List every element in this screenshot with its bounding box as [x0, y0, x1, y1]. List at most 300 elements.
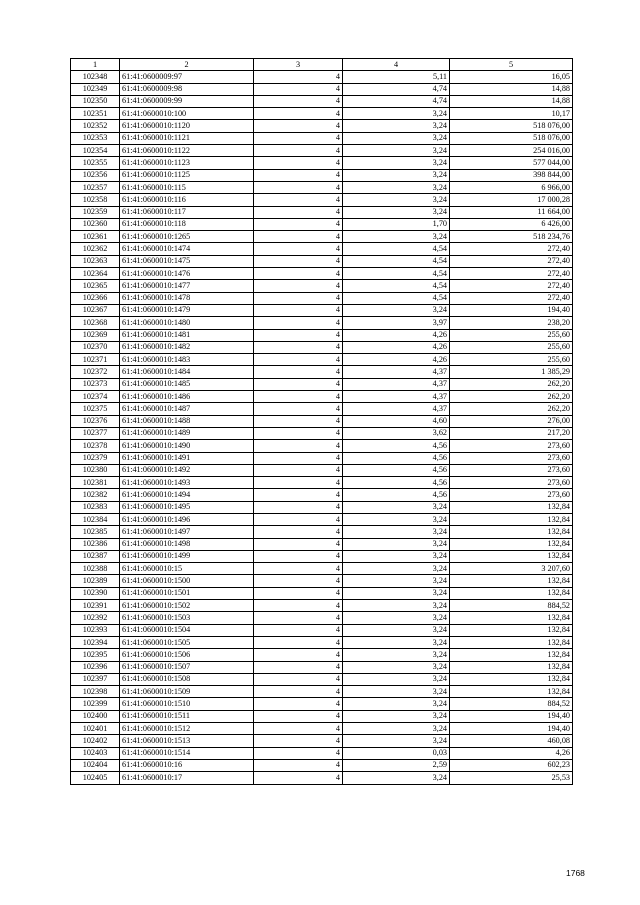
rate-cell: 4,60: [343, 415, 450, 427]
table-row: [71, 304, 573, 316]
table-row: [71, 391, 573, 403]
cadastral-number-cell: 61:41:0600010:1510: [120, 698, 254, 710]
rate-cell: 4,37: [343, 391, 450, 403]
group-cell: 4: [254, 403, 343, 415]
cadastral-number-cell: 61:41:0600009:98: [120, 83, 254, 95]
value-cell: 262,20: [450, 378, 573, 390]
table-row: [71, 280, 573, 292]
group-cell: 4: [254, 292, 343, 304]
group-cell: 4: [254, 231, 343, 243]
group-cell: 4: [254, 378, 343, 390]
row-number-cell: 102379: [71, 452, 120, 464]
table-row: [71, 538, 573, 550]
rate-cell: 3,24: [343, 169, 450, 181]
rate-cell: 3,24: [343, 501, 450, 513]
value-cell: 11 664,00: [450, 206, 573, 218]
cadastral-number-cell: 61:41:0600010:1499: [120, 550, 254, 562]
table-row: [71, 108, 573, 120]
table-row: [71, 587, 573, 599]
cadastral-number-cell: 61:41:0600010:1474: [120, 243, 254, 255]
value-cell: 14,88: [450, 83, 573, 95]
table-row: [71, 489, 573, 501]
value-cell: 132,84: [450, 686, 573, 698]
cadastral-number-cell: 61:41:0600010:15: [120, 563, 254, 575]
group-cell: 4: [254, 268, 343, 280]
rate-cell: 3,24: [343, 612, 450, 624]
cadastral-number-cell: 61:41:0600010:1475: [120, 255, 254, 267]
value-cell: 272,40: [450, 243, 573, 255]
cadastral-number-cell: 61:41:0600010:1504: [120, 624, 254, 636]
value-cell: 3 207,60: [450, 563, 573, 575]
table-row: [71, 206, 573, 218]
value-cell: 132,84: [450, 587, 573, 599]
value-cell: 132,84: [450, 526, 573, 538]
row-number-cell: 102365: [71, 280, 120, 292]
cadastral-number-cell: 61:41:0600010:1120: [120, 120, 254, 132]
value-cell: 262,20: [450, 391, 573, 403]
row-number-cell: 102390: [71, 587, 120, 599]
rate-cell: 3,24: [343, 538, 450, 550]
row-number-cell: 102395: [71, 649, 120, 661]
row-number-cell: 102353: [71, 132, 120, 144]
value-cell: 272,40: [450, 255, 573, 267]
value-cell: 132,84: [450, 636, 573, 648]
group-cell: 4: [254, 464, 343, 476]
cadastral-number-cell: 61:41:0600010:1486: [120, 391, 254, 403]
group-cell: 4: [254, 354, 343, 366]
group-cell: 4: [254, 710, 343, 722]
row-number-cell: 102374: [71, 391, 120, 403]
row-number-cell: 102376: [71, 415, 120, 427]
row-number-cell: 102359: [71, 206, 120, 218]
table-row: [71, 71, 573, 83]
rate-cell: 3,24: [343, 587, 450, 599]
group-cell: 4: [254, 132, 343, 144]
table-row: [71, 501, 573, 513]
cadastral-number-cell: 61:41:0600010:1121: [120, 132, 254, 144]
rate-cell: 4,26: [343, 354, 450, 366]
rate-cell: 3,24: [343, 600, 450, 612]
rate-cell: 3,24: [343, 649, 450, 661]
value-cell: 262,20: [450, 403, 573, 415]
row-number-cell: 102372: [71, 366, 120, 378]
rate-cell: 3,24: [343, 513, 450, 525]
row-number-cell: 102378: [71, 440, 120, 452]
row-number-cell: 102367: [71, 304, 120, 316]
value-cell: 132,84: [450, 513, 573, 525]
row-number-cell: 102383: [71, 501, 120, 513]
group-cell: 4: [254, 575, 343, 587]
group-cell: 4: [254, 489, 343, 501]
rate-cell: 3,24: [343, 723, 450, 735]
row-number-cell: 102387: [71, 550, 120, 562]
cadastral-number-cell: 61:41:0600010:1485: [120, 378, 254, 390]
rate-cell: 4,54: [343, 280, 450, 292]
value-cell: 276,00: [450, 415, 573, 427]
rate-cell: 3,24: [343, 661, 450, 673]
rate-cell: 3,24: [343, 120, 450, 132]
value-cell: 255,60: [450, 354, 573, 366]
cadastral-number-cell: 61:41:0600010:1478: [120, 292, 254, 304]
value-cell: 6 426,00: [450, 218, 573, 230]
row-number-cell: 102404: [71, 759, 120, 771]
group-cell: 4: [254, 686, 343, 698]
value-cell: 273,60: [450, 464, 573, 476]
row-number-cell: 102351: [71, 108, 120, 120]
rate-cell: 4,56: [343, 477, 450, 489]
table-row: [71, 735, 573, 747]
table-row: [71, 366, 573, 378]
group-cell: 4: [254, 759, 343, 771]
value-cell: 273,60: [450, 489, 573, 501]
row-number-cell: 102380: [71, 464, 120, 476]
group-cell: 4: [254, 317, 343, 329]
table-row: [71, 157, 573, 169]
table-row: [71, 255, 573, 267]
rate-cell: 3,24: [343, 108, 450, 120]
row-number-cell: 102389: [71, 575, 120, 587]
value-cell: 460,08: [450, 735, 573, 747]
cadastral-number-cell: 61:41:0600010:1503: [120, 612, 254, 624]
group-cell: 4: [254, 255, 343, 267]
row-number-cell: 102373: [71, 378, 120, 390]
rate-cell: 4,26: [343, 341, 450, 353]
group-cell: 4: [254, 636, 343, 648]
row-number-cell: 102355: [71, 157, 120, 169]
cadastral-number-cell: 61:41:0600010:1509: [120, 686, 254, 698]
table-row: [71, 759, 573, 771]
row-number-cell: 102393: [71, 624, 120, 636]
cadastral-number-cell: 61:41:0600010:1512: [120, 723, 254, 735]
row-number-cell: 102352: [71, 120, 120, 132]
table-body: [71, 71, 573, 784]
row-number-cell: 102400: [71, 710, 120, 722]
cadastral-number-cell: 61:41:0600010:1483: [120, 354, 254, 366]
group-cell: 4: [254, 600, 343, 612]
value-cell: 884,52: [450, 600, 573, 612]
cadastral-number-cell: 61:41:0600010:17: [120, 772, 254, 784]
row-number-cell: 102349: [71, 83, 120, 95]
group-cell: 4: [254, 120, 343, 132]
group-cell: 4: [254, 366, 343, 378]
row-number-cell: 102382: [71, 489, 120, 501]
table-row: [71, 243, 573, 255]
row-number-cell: 102388: [71, 563, 120, 575]
row-number-cell: 102366: [71, 292, 120, 304]
cadastral-number-cell: 61:41:0600010:1125: [120, 169, 254, 181]
group-cell: 4: [254, 329, 343, 341]
rate-cell: 4,54: [343, 243, 450, 255]
cadastral-number-cell: 61:41:0600010:1514: [120, 747, 254, 759]
group-cell: 4: [254, 427, 343, 439]
table-row: [71, 427, 573, 439]
rate-cell: 4,37: [343, 366, 450, 378]
value-cell: 577 044,00: [450, 157, 573, 169]
value-cell: 272,40: [450, 280, 573, 292]
group-cell: 4: [254, 304, 343, 316]
table-row: [71, 341, 573, 353]
cadastral-number-cell: 61:41:0600010:117: [120, 206, 254, 218]
value-cell: 602,23: [450, 759, 573, 771]
rate-cell: 3,24: [343, 575, 450, 587]
row-number-cell: 102403: [71, 747, 120, 759]
column-header-4: 4: [343, 59, 450, 71]
value-cell: 518 076,00: [450, 120, 573, 132]
cadastral-number-cell: 61:41:0600010:1484: [120, 366, 254, 378]
cadastral-number-cell: 61:41:0600010:1476: [120, 268, 254, 280]
group-cell: 4: [254, 206, 343, 218]
rate-cell: 3,24: [343, 194, 450, 206]
table-row: [71, 317, 573, 329]
cadastral-number-cell: 61:41:0600010:116: [120, 194, 254, 206]
table-row: [71, 292, 573, 304]
value-cell: 194,40: [450, 304, 573, 316]
rate-cell: 3,24: [343, 698, 450, 710]
row-number-cell: 102358: [71, 194, 120, 206]
rate-cell: 3,24: [343, 181, 450, 193]
row-number-cell: 102362: [71, 243, 120, 255]
table-row: [71, 723, 573, 735]
cadastral-number-cell: 61:41:0600010:1502: [120, 600, 254, 612]
row-number-cell: 102369: [71, 329, 120, 341]
rate-cell: 5,11: [343, 71, 450, 83]
group-cell: 4: [254, 243, 343, 255]
table-row: [71, 772, 573, 784]
table-row: [71, 747, 573, 759]
cadastral-number-cell: 61:41:0600010:1490: [120, 440, 254, 452]
rate-cell: 1,70: [343, 218, 450, 230]
rate-cell: 3,97: [343, 317, 450, 329]
column-header-2: 2: [120, 59, 254, 71]
value-cell: 518 076,00: [450, 132, 573, 144]
table-row: [71, 526, 573, 538]
row-number-cell: 102394: [71, 636, 120, 648]
row-number-cell: 102361: [71, 231, 120, 243]
group-cell: 4: [254, 194, 343, 206]
table-row: [71, 686, 573, 698]
value-cell: 194,40: [450, 723, 573, 735]
table-row: [71, 649, 573, 661]
cadastral-number-cell: 61:41:0600010:1265: [120, 231, 254, 243]
row-number-cell: 102354: [71, 145, 120, 157]
row-number-cell: 102375: [71, 403, 120, 415]
cadastral-number-cell: 61:41:0600010:1505: [120, 636, 254, 648]
cadastral-number-cell: 61:41:0600010:1507: [120, 661, 254, 673]
rate-cell: 4,37: [343, 378, 450, 390]
rate-cell: 2,59: [343, 759, 450, 771]
table-row: [71, 550, 573, 562]
cadastral-number-cell: 61:41:0600010:1477: [120, 280, 254, 292]
table-row: [71, 636, 573, 648]
row-number-cell: 102397: [71, 673, 120, 685]
row-number-cell: 102360: [71, 218, 120, 230]
rate-cell: 3,24: [343, 550, 450, 562]
row-number-cell: 102385: [71, 526, 120, 538]
rate-cell: 4,54: [343, 268, 450, 280]
table-row: [71, 477, 573, 489]
cadastral-number-cell: 61:41:0600010:1495: [120, 501, 254, 513]
table-row: [71, 464, 573, 476]
value-cell: 132,84: [450, 649, 573, 661]
group-cell: 4: [254, 95, 343, 107]
cadastral-number-cell: 61:41:0600010:118: [120, 218, 254, 230]
value-cell: 132,84: [450, 538, 573, 550]
table-row: [71, 354, 573, 366]
row-number-cell: 102401: [71, 723, 120, 735]
value-cell: 132,84: [450, 501, 573, 513]
cadastral-number-cell: 61:41:0600010:1496: [120, 513, 254, 525]
cadastral-number-cell: 61:41:0600010:1511: [120, 710, 254, 722]
cadastral-number-cell: 61:41:0600010:1513: [120, 735, 254, 747]
value-cell: 6 966,00: [450, 181, 573, 193]
table-row: [71, 378, 573, 390]
rate-cell: 3,24: [343, 772, 450, 784]
table-row: [71, 181, 573, 193]
value-cell: 132,84: [450, 612, 573, 624]
group-cell: 4: [254, 673, 343, 685]
cadastral-number-cell: 61:41:0600009:97: [120, 71, 254, 83]
cadastral-number-cell: 61:41:0600010:1506: [120, 649, 254, 661]
rate-cell: 4,74: [343, 95, 450, 107]
group-cell: 4: [254, 218, 343, 230]
group-cell: 4: [254, 169, 343, 181]
rate-cell: 3,24: [343, 157, 450, 169]
table-row: [71, 415, 573, 427]
table-row: [71, 218, 573, 230]
group-cell: 4: [254, 391, 343, 403]
value-cell: 194,40: [450, 710, 573, 722]
rate-cell: 4,26: [343, 329, 450, 341]
group-cell: 4: [254, 501, 343, 513]
value-cell: 518 234,76: [450, 231, 573, 243]
group-cell: 4: [254, 108, 343, 120]
group-cell: 4: [254, 452, 343, 464]
rate-cell: 4,54: [343, 292, 450, 304]
column-header-3: 3: [254, 59, 343, 71]
cadastral-number-cell: 61:41:0600010:1508: [120, 673, 254, 685]
group-cell: 4: [254, 563, 343, 575]
group-cell: 4: [254, 698, 343, 710]
rate-cell: 3,24: [343, 132, 450, 144]
rate-cell: 4,56: [343, 452, 450, 464]
table-row: [71, 624, 573, 636]
rate-cell: 3,24: [343, 231, 450, 243]
table-row: [71, 120, 573, 132]
rate-cell: 3,24: [343, 710, 450, 722]
value-cell: 884,52: [450, 698, 573, 710]
value-cell: 132,84: [450, 575, 573, 587]
value-cell: 10,17: [450, 108, 573, 120]
cadastral-number-cell: 61:41:0600010:1479: [120, 304, 254, 316]
rate-cell: 3,24: [343, 673, 450, 685]
group-cell: 4: [254, 649, 343, 661]
rate-cell: 4,56: [343, 440, 450, 452]
rate-cell: 4,54: [343, 255, 450, 267]
row-number-cell: 102402: [71, 735, 120, 747]
group-cell: 4: [254, 723, 343, 735]
rate-cell: 3,24: [343, 735, 450, 747]
cadastral-number-cell: 61:41:0600010:1122: [120, 145, 254, 157]
value-cell: 273,60: [450, 440, 573, 452]
group-cell: 4: [254, 612, 343, 624]
table-row: [71, 169, 573, 181]
group-cell: 4: [254, 157, 343, 169]
cadastral-number-cell: 61:41:0600010:1489: [120, 427, 254, 439]
table-row: [71, 440, 573, 452]
cadastral-number-cell: 61:41:0600010:1500: [120, 575, 254, 587]
rate-cell: 3,24: [343, 206, 450, 218]
row-number-cell: 102371: [71, 354, 120, 366]
row-number-cell: 102348: [71, 71, 120, 83]
group-cell: 4: [254, 181, 343, 193]
value-cell: 255,60: [450, 341, 573, 353]
row-number-cell: 102381: [71, 477, 120, 489]
cadastral-number-cell: 61:41:0600010:1497: [120, 526, 254, 538]
value-cell: 272,40: [450, 292, 573, 304]
value-cell: 25,53: [450, 772, 573, 784]
group-cell: 4: [254, 735, 343, 747]
row-number-cell: 102364: [71, 268, 120, 280]
table-row: [71, 575, 573, 587]
rate-cell: 3,24: [343, 526, 450, 538]
row-number-cell: 102399: [71, 698, 120, 710]
group-cell: 4: [254, 747, 343, 759]
rate-cell: 4,74: [343, 83, 450, 95]
row-number-cell: 102391: [71, 600, 120, 612]
table-row: [71, 231, 573, 243]
value-cell: 14,88: [450, 95, 573, 107]
page-number: 1768: [566, 868, 585, 878]
table-row: [71, 145, 573, 157]
row-number-cell: 102357: [71, 181, 120, 193]
value-cell: 398 844,00: [450, 169, 573, 181]
group-cell: 4: [254, 661, 343, 673]
group-cell: 4: [254, 440, 343, 452]
table-row: [71, 513, 573, 525]
row-number-cell: 102368: [71, 317, 120, 329]
value-cell: 132,84: [450, 673, 573, 685]
value-cell: 132,84: [450, 661, 573, 673]
group-cell: 4: [254, 83, 343, 95]
cadastral-number-cell: 61:41:0600010:100: [120, 108, 254, 120]
value-cell: 238,20: [450, 317, 573, 329]
table-row: [71, 95, 573, 107]
rate-cell: 3,62: [343, 427, 450, 439]
table-row: [71, 600, 573, 612]
cadastral-number-cell: 61:41:0600010:1493: [120, 477, 254, 489]
value-cell: 217,20: [450, 427, 573, 439]
table-row: [71, 83, 573, 95]
cadastral-number-cell: 61:41:0600010:1487: [120, 403, 254, 415]
group-cell: 4: [254, 526, 343, 538]
group-cell: 4: [254, 550, 343, 562]
value-cell: 273,60: [450, 477, 573, 489]
value-cell: 273,60: [450, 452, 573, 464]
group-cell: 4: [254, 513, 343, 525]
cadastral-number-cell: 61:41:0600010:1480: [120, 317, 254, 329]
value-cell: 132,84: [450, 624, 573, 636]
cadastral-number-cell: 61:41:0600010:1501: [120, 587, 254, 599]
group-cell: 4: [254, 772, 343, 784]
row-number-cell: 102392: [71, 612, 120, 624]
value-cell: 254 016,00: [450, 145, 573, 157]
group-cell: 4: [254, 624, 343, 636]
rate-cell: 3,24: [343, 304, 450, 316]
table-row: [71, 661, 573, 673]
cadastral-number-cell: 61:41:0600010:1123: [120, 157, 254, 169]
table-row: [71, 563, 573, 575]
column-header-1: 1: [71, 59, 120, 71]
